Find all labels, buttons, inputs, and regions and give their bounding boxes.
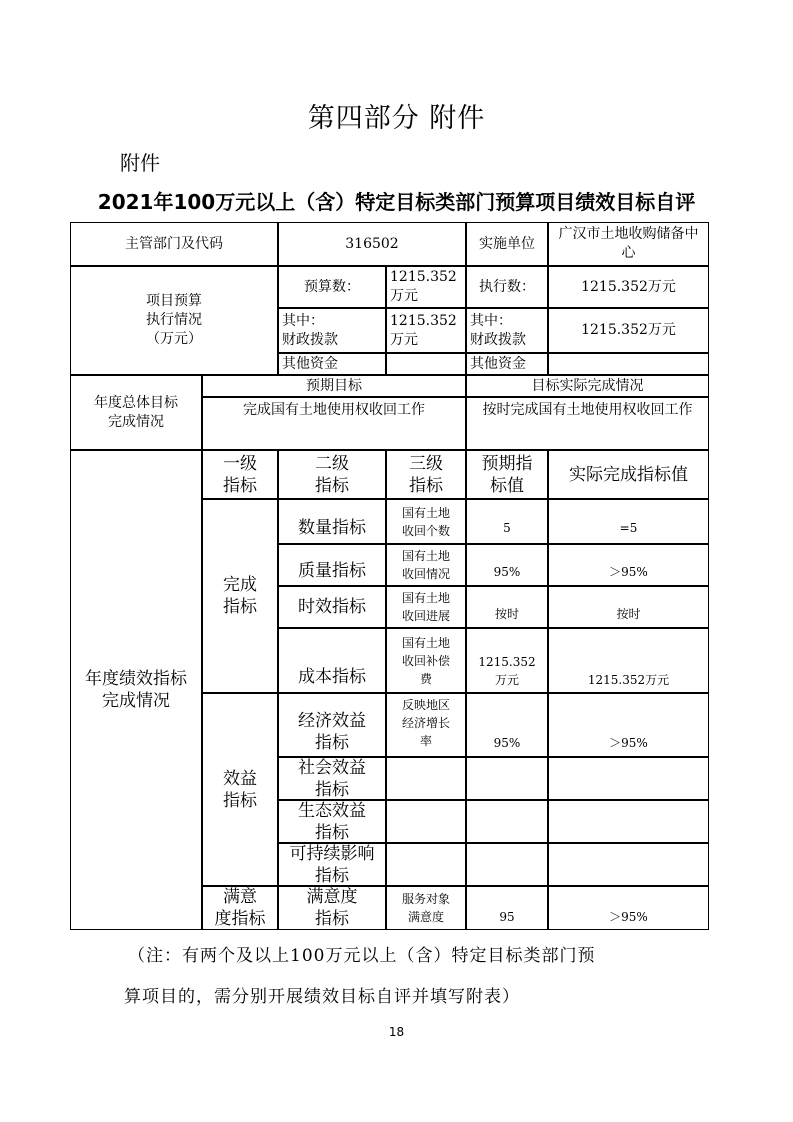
- budget-amount-value: 1215.352 万元: [386, 266, 466, 308]
- actual-value-header: 实际完成指标值: [548, 450, 709, 499]
- fiscal-budget-value: 1215.352 万元: [386, 308, 466, 353]
- expected-goal-header: 预期目标: [202, 375, 466, 397]
- other-funds-exec-value: [548, 353, 709, 375]
- level2-cell: 生态效益 指标: [278, 800, 386, 843]
- expected-cell: 95: [466, 886, 548, 930]
- actual-cell: [548, 843, 709, 886]
- level2-cell: 经济效益 指标: [278, 693, 386, 757]
- exec-amount-label: 执行数：: [466, 266, 548, 308]
- level2-header: 二级 指标: [278, 450, 386, 499]
- expected-cell: [466, 843, 548, 886]
- other-funds-exec-label: 其他资金: [466, 353, 548, 375]
- fiscal-exec-value: 1215.352万元: [548, 308, 709, 353]
- page-title: 第四部分 附件: [307, 103, 486, 134]
- level3-header: 三级 指标: [386, 450, 466, 499]
- budget-amount-label: 预算数：: [278, 266, 386, 308]
- dept-code-cell: 316502: [278, 222, 466, 266]
- level3-cell: 国有土地 收回个数: [386, 499, 466, 544]
- actual-cell: 1215.352万元: [548, 628, 709, 693]
- expected-value-header: 预期指 标值: [466, 450, 548, 499]
- unit-label-cell: 实施单位: [466, 222, 548, 266]
- note-line-1: （注：有两个及以上100万元以上（含）特定目标类部门预: [128, 946, 596, 966]
- level2-cell: 满意度 指标: [278, 886, 386, 930]
- level3-cell: 国有土地 收回情况: [386, 544, 466, 586]
- level2-cell: 数量指标: [278, 499, 386, 544]
- level3-cell: [386, 800, 466, 843]
- level2-cell: 可持续影响 指标: [278, 843, 386, 886]
- expected-cell: 1215.352 万元: [466, 628, 548, 693]
- level3-cell: [386, 757, 466, 800]
- completion-indicator-group: 完成 指标: [202, 499, 278, 693]
- level2-cell: 成本指标: [278, 628, 386, 693]
- level2-cell: 社会效益 指标: [278, 757, 386, 800]
- satisfaction-indicator-group: 满意 度指标: [202, 886, 278, 930]
- page-number: 18: [388, 1025, 405, 1039]
- other-funds-label: 其他资金: [278, 353, 386, 375]
- annual-goal-label: 年度总体目标 完成情况: [70, 375, 202, 450]
- benefit-indicator-group: 效益 指标: [202, 693, 278, 886]
- budget-label-cell: 项目预算 执行情况 （万元）: [70, 266, 278, 375]
- attachment-label: 附件: [120, 151, 160, 175]
- level3-cell: [386, 843, 466, 886]
- actual-cell: [548, 800, 709, 843]
- expected-cell: [466, 800, 548, 843]
- level3-cell: 国有土地 收回进展: [386, 586, 466, 628]
- actual-cell: ＞95%: [548, 886, 709, 930]
- indicators-section-label: 年度绩效指标 完成情况: [70, 450, 202, 930]
- level3-cell: 国有土地 收回补偿 费: [386, 628, 466, 693]
- level2-cell: 时效指标: [278, 586, 386, 628]
- actual-cell: [548, 757, 709, 800]
- fiscal-budget-label: 其中： 财政拨款: [278, 308, 386, 353]
- note-line-2: 算项目的，需分别开展绩效目标自评并填写附表）: [124, 987, 520, 1007]
- actual-cell: =5: [548, 499, 709, 544]
- expected-cell: [466, 757, 548, 800]
- actual-goal-header: 目标实际完成情况: [466, 375, 709, 397]
- level3-cell: 反映地区 经济增长 率: [386, 693, 466, 757]
- expected-cell: 95%: [466, 693, 548, 757]
- level1-header: 一级 指标: [202, 450, 278, 499]
- unit-value-cell: 广汉市土地收购储备中心: [548, 222, 709, 266]
- actual-goal-value: 按时完成国有土地使用权收回工作: [466, 397, 709, 450]
- actual-cell: 按时: [548, 586, 709, 628]
- table-title: 2021年100万元以上（含）特定目标类部门预算项目绩效目标自评: [97, 190, 696, 214]
- exec-amount-value: 1215.352万元: [548, 266, 709, 308]
- expected-cell: 95%: [466, 544, 548, 586]
- expected-cell: 按时: [466, 586, 548, 628]
- level2-cell: 质量指标: [278, 544, 386, 586]
- other-funds-value: [386, 353, 466, 375]
- fiscal-exec-label: 其中： 财政拨款: [466, 308, 548, 353]
- level3-cell: 服务对象 满意度: [386, 886, 466, 930]
- expected-cell: 5: [466, 499, 548, 544]
- dept-label-cell: 主管部门及代码: [70, 222, 278, 266]
- expected-goal-value: 完成国有土地使用权收回工作: [202, 397, 466, 450]
- actual-cell: ＞95%: [548, 693, 709, 757]
- actual-cell: ＞95%: [548, 544, 709, 586]
